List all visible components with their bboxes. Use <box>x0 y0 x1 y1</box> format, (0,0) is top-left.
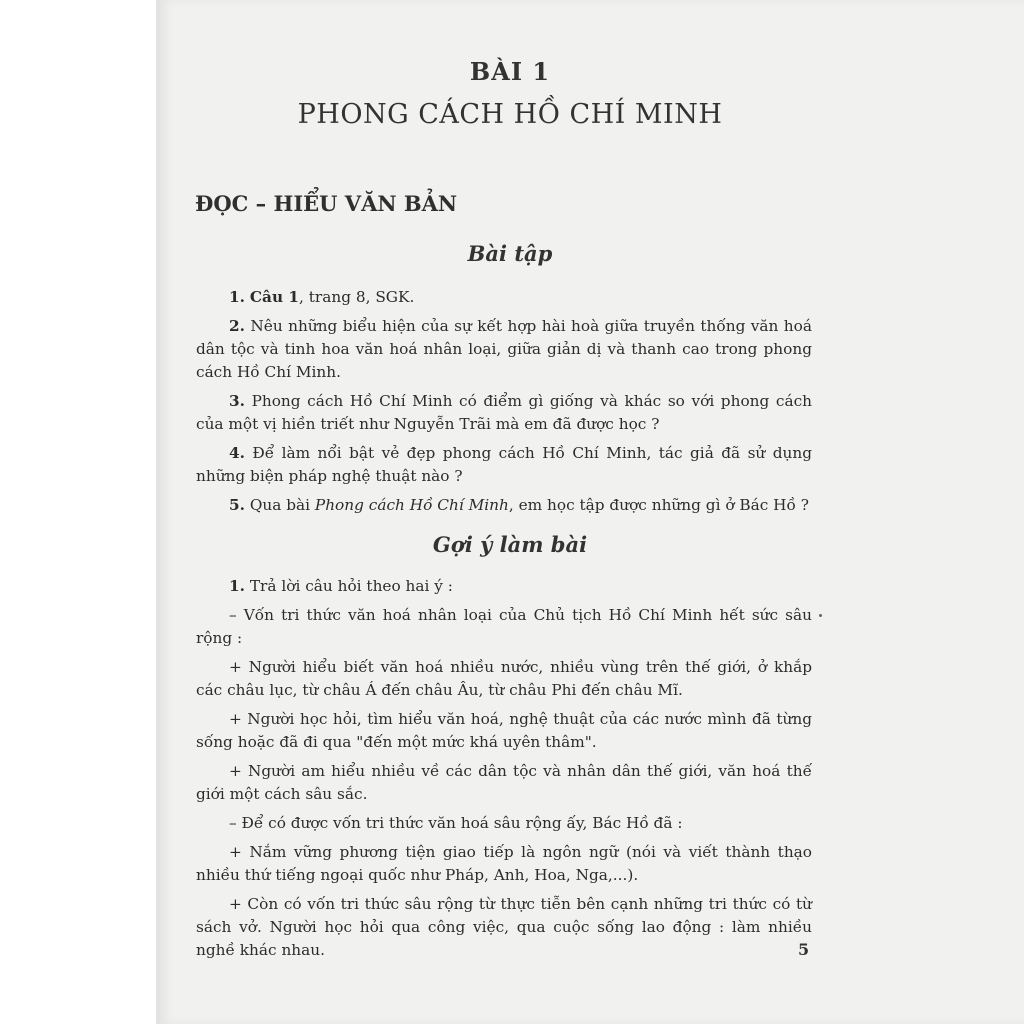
hint-paragraph: + Nắm vững phương tiện giao tiếp là ngôn ngữ (nói và viết thành thạo nhiều thứ tiếng ngoại quốc như Pháp, Anh, Hoa, Nga,...). <box>196 843 812 884</box>
exercise-number: 3. <box>229 392 245 410</box>
hint-number: 1. <box>229 577 245 595</box>
exercise-item <box>196 315 812 384</box>
exercise-item <box>196 442 812 488</box>
exercise-text: Nêu những biểu hiện của sự kết hợp hài hoà giữa truyền thống văn hoá dân tộc và tinh hoa văn hoá nhân loại, giữa giản dị và thanh cao trong phong cách Hồ Chí Minh. <box>196 317 812 381</box>
hint-paragraph: + Người học hỏi, tìm hiểu văn hoá, nghệ thuật của các nước mình đã từng sống hoặc đã đi qua "đến một mức khá uyên thâm". <box>196 710 812 751</box>
exercise-item <box>196 390 812 436</box>
hint-paragraph: – Vốn tri thức văn hoá nhân loại của Chủ tịch Hồ Chí Minh hết sức sâu rộng : <box>196 606 812 647</box>
hints-heading: Gợi ý làm bài <box>432 532 588 557</box>
hint-paragraph: + Người hiểu biết văn hoá nhiều nước, nhiều vùng trên thế giới, ở khắp các châu lục, từ châu Á đến châu Âu, từ châu Phi đến châu Mĩ. <box>196 658 812 699</box>
exercise-item <box>196 494 812 517</box>
exercise-text: Qua bài <box>249 496 315 514</box>
exercise-ref: Câu 1 <box>249 288 300 306</box>
hint-text: Trả lời câu hỏi theo hai ý : <box>249 577 453 595</box>
exercises-heading: Bài tập <box>467 241 553 266</box>
exercise-number: 1. <box>229 288 245 306</box>
hint-paragraph: + Người am hiểu nhiều về các dân tộc và nhân dân thế giới, văn hoá thế giới một cách sâu sắc. <box>196 762 812 803</box>
hints-body <box>196 575 812 962</box>
exercise-text: , trang 8, SGK. <box>299 288 415 306</box>
section-title: ĐỌC – HIỂU VĂN BẢN <box>195 191 458 216</box>
exercise-number: 4. <box>229 444 245 462</box>
exercise-text: Phong cách Hồ Chí Minh có điểm gì giống và khác so với phong cách của một vị hiền triết như Nguyễn Trãi mà em đã được học ? <box>196 392 812 433</box>
hint-paragraph: – Để có được vốn tri thức văn hoá sâu rộng ấy, Bác Hồ đã : <box>229 814 683 832</box>
page-number: 5 <box>798 940 810 959</box>
exercise-text: , em học tập được những gì ở Bác Hồ ? <box>508 496 809 514</box>
hint-intro <box>196 575 812 598</box>
lesson-label: BÀI 1 <box>469 57 551 86</box>
hint-paragraph: + Còn có vốn tri thức sâu rộng từ thực tiễn bên cạnh những tri thức có từ sách vở. Người học hỏi qua công việc, qua cuộc sống lao động : làm nhiều nghề khác nhau. <box>196 895 812 959</box>
exercise-title-ref: Phong cách Hồ Chí Minh <box>314 496 509 514</box>
exercise-number: 5. <box>229 496 245 514</box>
lesson-title: PHONG CÁCH HỒ CHÍ MINH <box>297 99 723 130</box>
exercise-number: 2. <box>229 317 245 335</box>
exercise-list <box>196 286 812 517</box>
print-speck <box>819 614 822 617</box>
exercise-item <box>196 286 812 309</box>
exercise-text: Để làm nổi bật vẻ đẹp phong cách Hồ Chí Minh, tác giả đã sử dụng những biện pháp nghệ thuật nào ? <box>196 444 812 485</box>
